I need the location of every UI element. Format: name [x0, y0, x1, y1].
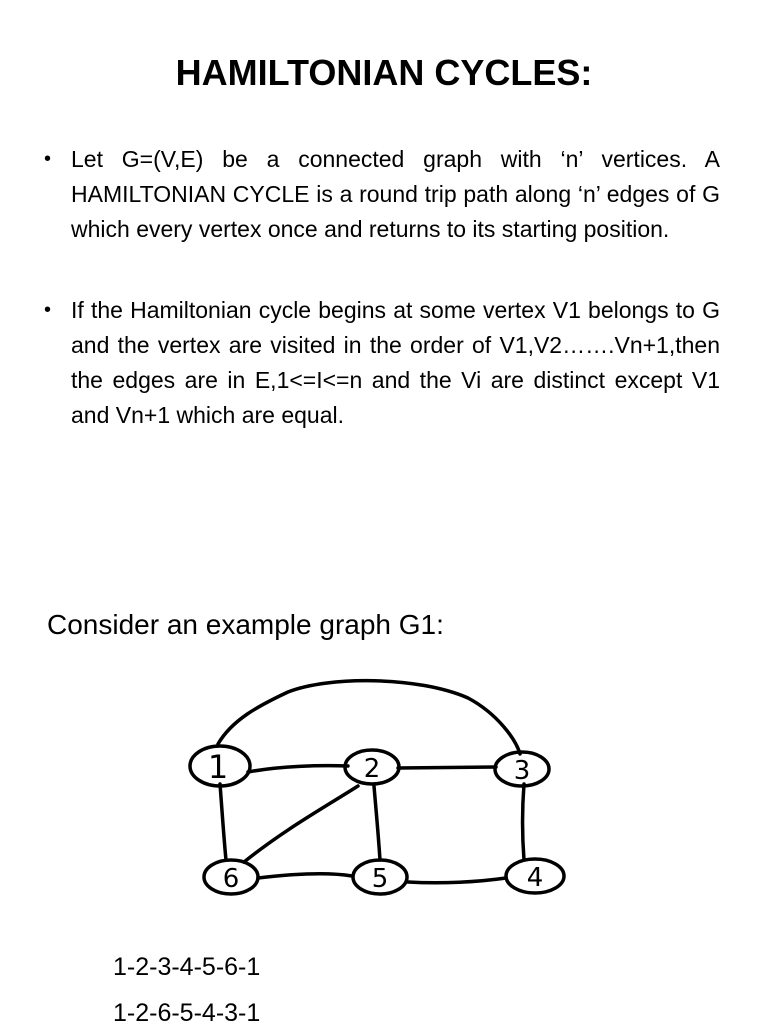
edge-2-5	[374, 786, 380, 860]
vertex-1	[190, 746, 250, 786]
edge-2-6	[244, 786, 358, 862]
bullet-item	[44, 293, 720, 433]
edge-6-5	[258, 874, 352, 878]
vertex-label: 1	[207, 748, 229, 786]
edge-5-4	[408, 878, 506, 883]
slide-title: HAMILTONIAN CYCLES:	[175, 52, 593, 93]
vertex-label: 5	[371, 864, 389, 894]
example-heading: Consider an example graph G1:	[47, 609, 444, 640]
vertex-label: 4	[526, 863, 544, 893]
vertex-2	[345, 750, 399, 784]
cycle-item: 1-2-3-4-5-6-1	[113, 953, 261, 981]
vertex-3	[495, 752, 549, 786]
vertex-5	[353, 860, 407, 894]
graph-g1-drawing	[180, 670, 580, 910]
vertex-label: 6	[222, 864, 240, 894]
cycle-list	[113, 944, 260, 1036]
bullet-icon: •	[44, 148, 52, 170]
edge-1-2	[248, 766, 348, 772]
vertex-4	[506, 859, 564, 893]
vertex-6	[204, 860, 258, 894]
bullet-list	[44, 142, 720, 433]
bullet-text: If the Hamiltonian cycle begins at some vertex V1 belongs to G and the vertex are visited in the order of V1,V2…….Vn+1,then the edges are in E,1<=I<=n and the Vi are distinct except V1 and Vn+1 which are equal.	[71, 297, 720, 428]
vertex-label: 2	[363, 754, 381, 784]
edge-1-6	[220, 784, 226, 860]
bullet-icon: •	[44, 299, 52, 321]
bullet-text: Let G=(V,E) be a connected graph with ‘n’ vertices. A HAMILTONIAN CYCLE is a round trip path along ‘n’ edges of G which every vertex once and returns to its starting position.	[71, 146, 720, 242]
edge-1-3	[218, 681, 520, 754]
edge-3-4	[523, 784, 525, 860]
bullet-item	[44, 142, 720, 247]
cycle-item: 1-2-6-5-4-3-1	[113, 999, 261, 1027]
vertex-label: 3	[513, 756, 531, 786]
edge-2-3	[398, 767, 496, 768]
